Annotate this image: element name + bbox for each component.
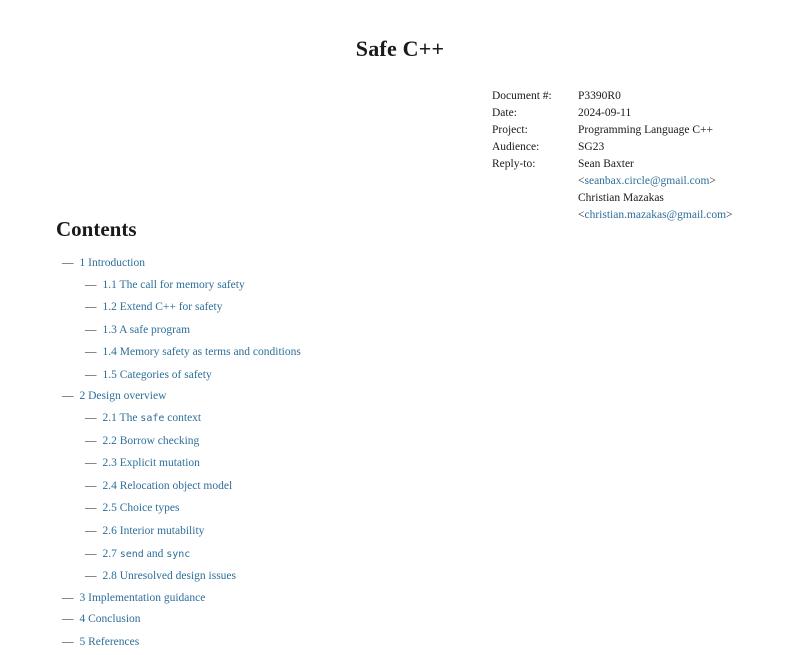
- code-keyword: send: [119, 548, 144, 560]
- toc-link-1-2[interactable]: 1.2 Extend C++ for safety: [102, 301, 223, 314]
- toc-section-5: [62, 631, 301, 654]
- toc-dash: —: [62, 390, 74, 403]
- toc-link-2-6[interactable]: 2.6 Interior mutability: [102, 524, 205, 537]
- toc-section-2: [62, 386, 301, 587]
- author-name: Christian Mazakas: [578, 192, 664, 204]
- document-metadata: [492, 88, 733, 224]
- toc-section-3: [62, 588, 301, 609]
- toc-link-2-8[interactable]: 2.8 Unresolved design issues: [102, 570, 237, 583]
- toc-dash: —: [85, 502, 97, 515]
- meta-row-date: [492, 105, 733, 122]
- author-name: Sean Baxter: [578, 158, 634, 170]
- meta-label: Document #:: [492, 90, 552, 102]
- contents-heading: Contents: [56, 217, 137, 241]
- toc-dash: —: [85, 524, 97, 537]
- toc-link-conclusion[interactable]: 4 Conclusion: [79, 613, 141, 626]
- close-bracket: >: [726, 209, 733, 221]
- toc-text: 2.1 The: [102, 411, 138, 424]
- code-keyword: sync: [166, 548, 191, 560]
- toc-text: context: [167, 411, 202, 424]
- toc-dash: —: [62, 635, 74, 648]
- toc-link-1-3[interactable]: 1.3 A safe program: [102, 323, 191, 336]
- toc-dash: —: [85, 323, 97, 336]
- toc-dash: —: [62, 591, 74, 604]
- reply-to-authors: [578, 156, 733, 224]
- open-bracket: <: [578, 209, 585, 221]
- toc-dash: —: [85, 479, 97, 492]
- toc-dash: —: [85, 457, 97, 470]
- author-email-link[interactable]: christian.mazakas@gmail.com: [584, 209, 727, 221]
- meta-label: Date:: [492, 107, 517, 119]
- toc-link-2-3[interactable]: 2.3 Explicit mutation: [102, 457, 200, 470]
- meta-value: P3390R0: [578, 90, 621, 102]
- toc-link-2-5[interactable]: 2.5 Choice types: [102, 502, 180, 515]
- meta-row-project: [492, 122, 733, 139]
- meta-label: Reply-to:: [492, 158, 536, 170]
- toc-link-2-1[interactable]: [103, 412, 202, 424]
- toc-link-2-7[interactable]: [103, 548, 191, 560]
- table-of-contents: [62, 253, 301, 653]
- toc-dash: —: [85, 346, 97, 359]
- toc-link-2-2[interactable]: 2.2 Borrow checking: [102, 434, 200, 447]
- toc-section-4: [62, 608, 301, 631]
- code-keyword: safe: [140, 412, 165, 424]
- meta-row-document: [492, 88, 733, 105]
- meta-label: Audience:: [492, 141, 540, 153]
- toc-dash: —: [62, 613, 74, 626]
- meta-row-audience: [492, 139, 733, 156]
- meta-value: 2024-09-11: [578, 107, 632, 119]
- toc-link-references[interactable]: 5 References: [79, 635, 140, 648]
- toc-dash: —: [85, 411, 97, 424]
- toc-dash: —: [85, 368, 97, 381]
- author-email-line: [578, 207, 733, 224]
- toc-link-1-4[interactable]: 1.4 Memory safety as terms and conditions: [102, 346, 301, 359]
- meta-label: Project:: [492, 124, 528, 136]
- toc-link-1-5[interactable]: 1.5 Categories of safety: [102, 368, 212, 381]
- document-title: Safe C++: [355, 36, 445, 61]
- toc-dash: —: [85, 570, 97, 583]
- toc-dash: —: [85, 278, 97, 291]
- toc-section-1: [62, 253, 301, 386]
- author-email-line: [578, 173, 733, 190]
- toc-link-implementation-guidance[interactable]: 3 Implementation guidance: [79, 591, 206, 604]
- meta-value: SG23: [578, 141, 605, 153]
- toc-text: and: [146, 547, 164, 560]
- toc-link-introduction[interactable]: 1 Introduction: [79, 257, 145, 269]
- toc-dash: —: [85, 301, 97, 314]
- meta-value: Programming Language C++: [578, 124, 713, 136]
- toc-link-2-4[interactable]: 2.4 Relocation object model: [102, 479, 233, 492]
- close-bracket: >: [709, 175, 716, 187]
- toc-link-design-overview[interactable]: 2 Design overview: [79, 390, 167, 403]
- toc-text: 2.7: [102, 547, 117, 560]
- author-email-link[interactable]: seanbax.circle@gmail.com: [584, 175, 710, 187]
- toc-link-1-1[interactable]: 1.1 The call for memory safety: [102, 278, 245, 291]
- toc-dash: —: [85, 547, 97, 560]
- open-bracket: <: [578, 175, 585, 187]
- toc-dash: —: [62, 257, 74, 269]
- meta-row-reply-to: [492, 156, 733, 224]
- toc-dash: —: [85, 434, 97, 447]
